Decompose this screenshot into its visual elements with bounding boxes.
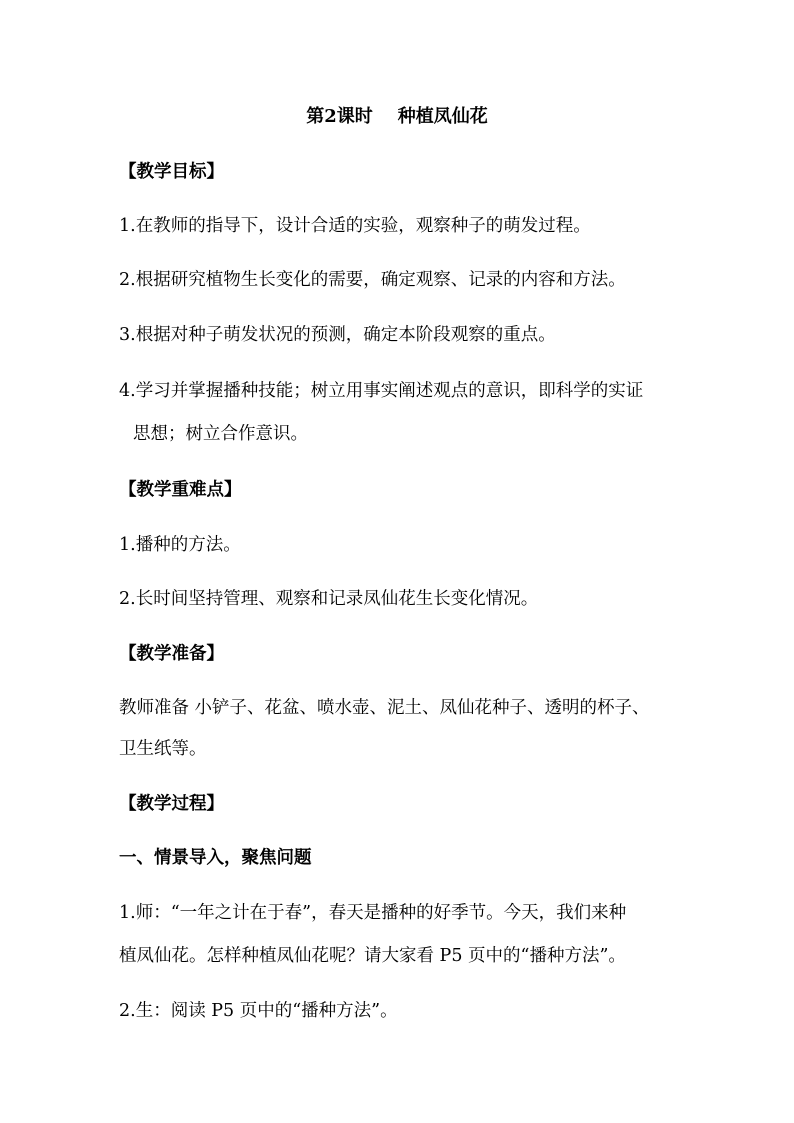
preparation-heading: 【教学准备】	[119, 644, 224, 664]
key-point-item-2: 2.长时间坚持管理、观察和记录凤仙花生长变化情况。	[119, 589, 539, 609]
process-line-1: 1.师：“一年之计在于春”，春天是播种的好季节。今天，我们来种	[119, 903, 627, 923]
process-heading: 【教学过程】	[119, 794, 224, 814]
objectives-heading: 【教学目标】	[119, 162, 224, 182]
process-line-3: 2.生：阅读 P5 页中的“播种方法”。	[119, 1001, 398, 1021]
preparation-line-2: 卫生纸等。	[119, 739, 207, 759]
objective-item-4-continued: 思想；树立合作意识。	[133, 424, 308, 444]
page-title: 第2课时 种植凤仙花	[306, 106, 488, 127]
objective-item-4: 4.学习并掌握播种技能；树立用事实阐述观点的意识，即科学的实证	[119, 381, 644, 401]
key-points-heading: 【教学重难点】	[119, 480, 242, 500]
process-subheading: 一、情景导入，聚焦问题	[119, 848, 312, 868]
objective-item-1: 1.在教师的指导下，设计合适的实验，观察种子的萌发过程。	[119, 216, 591, 236]
process-line-2: 植凤仙花。怎样种植凤仙花呢？请大家看 P5 页中的“播种方法”。	[119, 946, 626, 966]
objective-item-3: 3.根据对种子萌发状况的预测，确定本阶段观察的重点。	[119, 325, 556, 345]
key-point-item-1: 1.播种的方法。	[119, 535, 241, 555]
preparation-line-1: 教师准备 小铲子、花盆、喷水壶、泥土、凤仙花种子、透明的杯子、	[119, 698, 650, 718]
objective-item-2: 2.根据研究植物生长变化的需要，确定观察、记录的内容和方法。	[119, 270, 626, 290]
